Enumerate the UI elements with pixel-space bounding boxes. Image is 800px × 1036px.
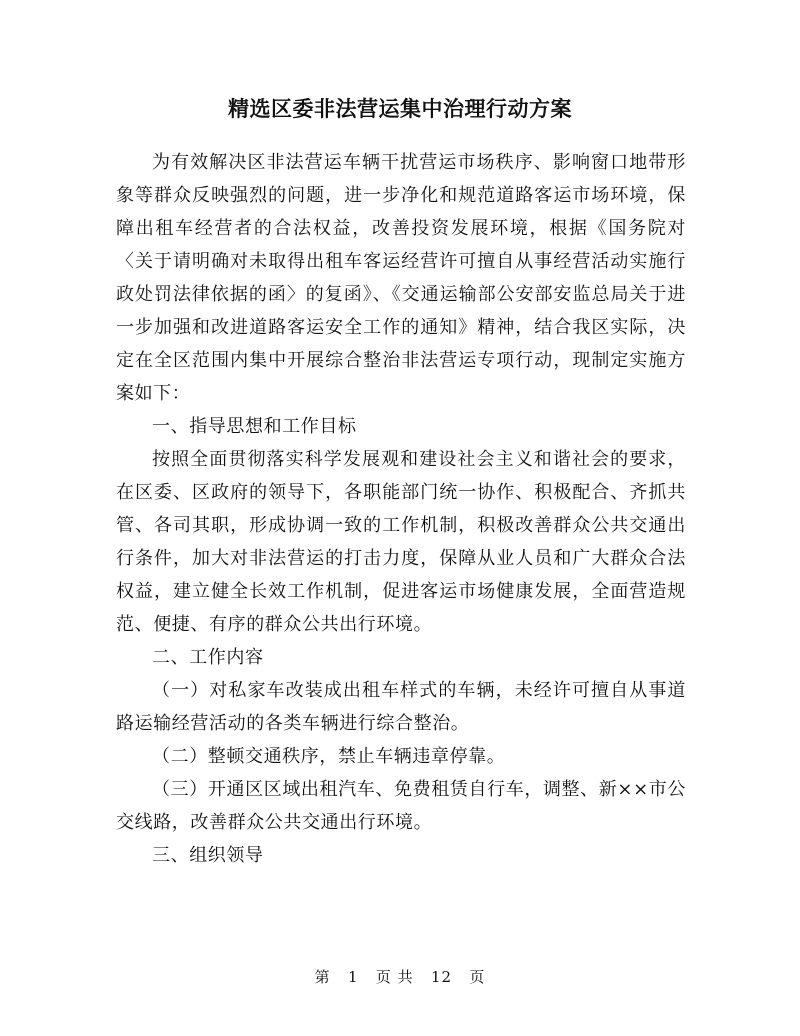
footer-prefix: 第: [314, 968, 331, 986]
intro-paragraph: 为有效解决区非法营运车辆干扰营运市场秩序、影响窗口地带形象等群众反映强烈的问题，进一步净化和规范道路客运市场环境，保障出租车经营者的合法权益，改善投资发展环境，根据《国务院对〈关于请明确对未取得出租车客运经营许可擅自从事经营活动实施行政处罚法律依据的函〉的复函》、《交通运输部公安部安监总局关于进一步加强和改进道路客运安全工作的通知》精神，结合我区实际，决定在全区范围内集中开展综合整治非法营运专项行动，现制定实施方案如下：: [116, 152, 686, 404]
footer-page-number: 1: [347, 968, 359, 986]
document-title: 精选区委非法营运集中治理行动方案: [228, 97, 572, 121]
footer-suffix: 页: [469, 968, 486, 986]
section-heading-2: 二、工作内容: [152, 647, 264, 668]
work-item-1: （一）对私家车改装成出租车样式的车辆，未经许可擅自从事道路运输经营活动的各类车辆进行综合整治。: [116, 680, 686, 734]
section-heading-1: 一、指导思想和工作目标: [152, 416, 357, 437]
footer-middle: 页 共: [375, 968, 414, 986]
guiding-paragraph: 按照全面贯彻落实科学发展观和建设社会主义和谐社会的要求，在区委、区政府的领导下，各职能部门统一协作、积极配合、齐抓共管、各司其职，形成协调一致的工作机制，积极改善群众公共交通出行条件，加大对非法营运的打击力度，保障从业人员和广大群众合法权益，建立健全长效工作机制，促进客运市场健康发展，全面营造规范、便捷、有序的群众公共出行环境。: [116, 449, 686, 635]
work-item-3: （三）开通区区域出租汽车、免费租赁自行车，调整、新××市公交线路，改善群众公共交通出行环境。: [116, 779, 686, 833]
section-heading-3: 三、组织领导: [152, 845, 264, 866]
footer-total-pages: 12: [430, 968, 453, 986]
document-body: [116, 146, 686, 872]
page-footer: [0, 966, 800, 987]
work-item-2: （二）整顿交通秩序，禁止车辆违章停靠。: [152, 746, 506, 767]
